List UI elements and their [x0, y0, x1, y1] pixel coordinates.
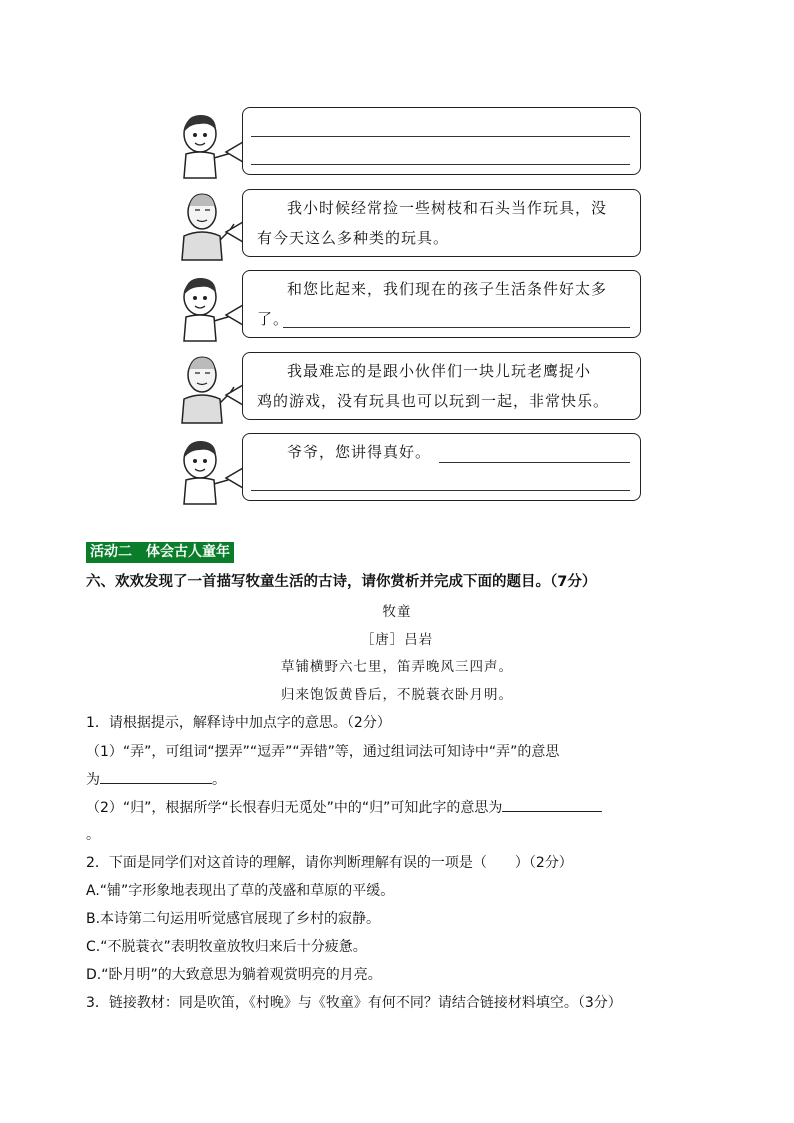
- speech-bubble-2: [242, 189, 641, 257]
- answer-line[interactable]: [283, 327, 630, 328]
- bubble-text: 爷爷，您讲得真好。: [287, 443, 432, 461]
- question-six-heading: 六、欢欢发现了一首描写牧童生活的古诗，请你赏析并完成下面的题目。（7分）: [86, 574, 597, 590]
- bubble-text: 和您比起来，我们现在的孩子生活条件好太多: [287, 280, 608, 298]
- q1-sub1-answer-row: [86, 769, 226, 789]
- poem-line: 归来饱饭黄昏后，不脱蓑衣卧月明。: [281, 687, 513, 703]
- q2-option-d: D.“卧月明”的大致意思为躺着观赏明亮的月亮。: [86, 967, 382, 983]
- q2-option-c: C.“不脱蓑衣”表明牧童放牧归来后十分疲惫。: [86, 939, 367, 955]
- answer-blank[interactable]: [502, 799, 602, 812]
- speech-bubble-4: [242, 352, 641, 420]
- answer-line[interactable]: [251, 164, 630, 165]
- poem-author: ［唐］吕岩: [360, 632, 434, 648]
- answer-line[interactable]: [251, 490, 630, 491]
- poem-line: 草铺横野六七里，笛弄晚风三四声。: [281, 659, 513, 675]
- activity-label: 活动二 体会古人童年: [86, 542, 234, 563]
- speech-bubble-1: [242, 107, 641, 175]
- bubble-text: 有今天这么多种类的玩具。: [257, 229, 450, 247]
- q1-sub1: （1）“弄”，可组词“摆弄”“逗弄”“弄错”等，通过组词法可知诗中“弄”的意思: [86, 744, 560, 760]
- q1-sub2: （2）“归”，根据所学“长恨春归无觅处”中的“归”可知此字的意思为: [86, 800, 503, 816]
- answer-line[interactable]: [439, 462, 630, 463]
- speech-bubble-3: [242, 270, 641, 338]
- q1-stem: 1．请根据提示，解释诗中加点字的意思。（2分）: [86, 715, 391, 731]
- speech-bubble-5: [242, 433, 641, 501]
- q1-sub2-end: 。: [86, 827, 100, 843]
- q3-stem: 3．链接教材：同是吹笛，《村晚》与《牧童》有何不同？请结合链接材料填空。（3分）: [86, 995, 622, 1011]
- bubble-text: 了。: [257, 310, 290, 328]
- q1-sub1-prefix: 为: [86, 772, 100, 788]
- q1-sub2-row: [86, 797, 602, 817]
- q2-option-b: B.本诗第二句运用听觉感官展现了乡村的寂静。: [86, 911, 381, 927]
- bubble-text: 鸡的游戏，没有玩具也可以玩到一起，非常快乐。: [257, 392, 610, 410]
- q2-option-a: A.“铺”字形象地表现出了草的茂盛和草原的平缓。: [86, 883, 395, 899]
- bubble-text: 我最难忘的是跟小伙伴们一块儿玩老鹰捉小: [287, 362, 592, 380]
- q1-sub1-end: 。: [212, 772, 226, 788]
- answer-blank[interactable]: [100, 771, 212, 784]
- q2-stem: 2．下面是同学们对这首诗的理解，请你判断理解有误的一项是（ ）（2分）: [86, 855, 573, 871]
- bubble-text: 我小时候经常捡一些树枝和石头当作玩具，没: [287, 199, 608, 217]
- poem-title: 牧童: [382, 604, 412, 620]
- answer-line[interactable]: [251, 136, 630, 137]
